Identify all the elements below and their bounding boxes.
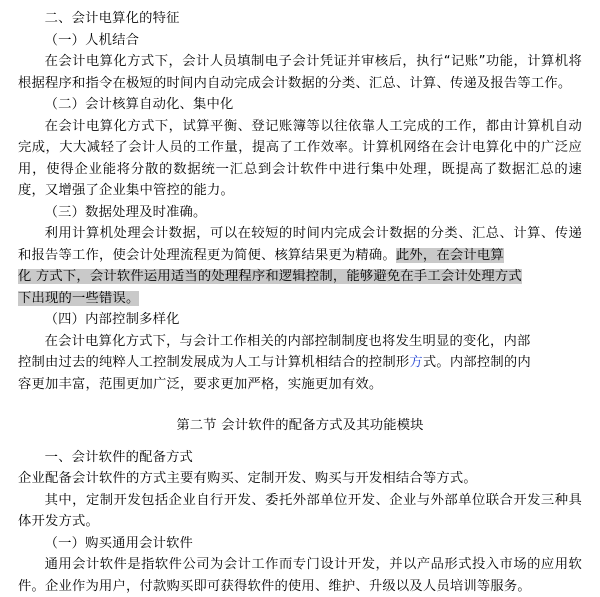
paragraph-data-processing-cont1: [18, 266, 582, 288]
text-run-highlighted: 此外，在会计电算: [395, 247, 504, 263]
heading-sub-six: （一）购买通用会计软件: [44, 535, 194, 551]
text-run-normal-tail: 式。内部控制的内: [422, 355, 531, 370]
paragraph-data-processing: [18, 223, 582, 266]
heading-section-title: 第二节 会计软件的配备方式及其功能模块: [176, 418, 424, 433]
text-run-highlighted: 下出现的一些错误。: [18, 290, 140, 306]
text-run-xing: 形: [395, 355, 410, 370]
heading-sub-four: （四）内部控制多样化: [44, 312, 180, 327]
paragraph-internal-control-line1: 在会计电算化方式下，与会计工作相关的内部控制制度也将发生明显的变化，内部: [44, 333, 531, 349]
text-run-normal: 利用计算机处理会计数据，可以在较短的时间内完成会计数据的分类、汇总、计算、传递和报告等工作，使会计处理流程更为简便、核算结果更为精确。: [18, 226, 582, 263]
paragraph-data-processing-cont2: [18, 288, 582, 310]
paragraph-internal-control-line3: 容更加丰富，范围更加广泛，要求更加严格，实施更加有效。: [18, 376, 383, 392]
paragraph-configuration-methods: 企业配备会计软件的方式主要有购买、定制开发、购买与开发相结合等方式。: [18, 471, 477, 486]
paragraph-general-software: 通用会计软件是指软件公司为会计工作而专门设计开发，并以产品形式投入市场的应用软件。企业作为用户，付款购买即可获得软件的使用、维护、升级以及人员培训等服务。: [18, 557, 582, 594]
text-run-normal: 控制由过去的纯粹人工控制发展成为人工与计算机相结合的控制: [18, 355, 396, 370]
paragraph-custom-development: 其中，定制开发包括企业自行开发、委托外部单位开发、企业与外部单位联合开发三种具体开发方式。: [18, 492, 582, 529]
heading-sub-two: （二）会计核算自动化、集中化: [44, 97, 234, 112]
heading-sub-five: 一、会计软件的配备方式: [44, 449, 194, 465]
section-spacer-small: [18, 437, 582, 447]
heading-section-two: 二、会计电算化的特征: [44, 11, 180, 26]
paragraph-internal-control-line2: [18, 352, 582, 374]
paragraph-automation: 在会计电算化方式下，试算平衡、登记账簿等以往依靠人工完成的工作，都由计算机自动完成，大大减轻了会计人员的工作量，提高了工作效率。计算机网络在会计电算化中的广泛应用，使得企业能将分散的数据统一汇总到会计软件中进行集中处理，既提高了数据汇总的速度，又增强了企业集中管控的能力。: [18, 118, 582, 198]
section-spacer: [18, 395, 582, 415]
heading-sub-three: （三）数据处理及时准确。: [44, 204, 207, 220]
paragraph-human-machine: 在会计电算化方式下，会计人员填制电子会计凭证并审核后，执行“记账”功能，计算机将根据程序和指令在极短的时间内自动完成会计数据的分类、汇总、计算、传递及报告等工作。: [18, 54, 582, 91]
heading-sub-one: （一）人机结合: [44, 32, 140, 48]
text-run-blue: 方: [409, 355, 423, 370]
text-run-highlighted: 化 方式下，会计软件运用适当的处理程序和逻辑控制，能够避免在手工会计处理方式: [18, 269, 522, 284]
